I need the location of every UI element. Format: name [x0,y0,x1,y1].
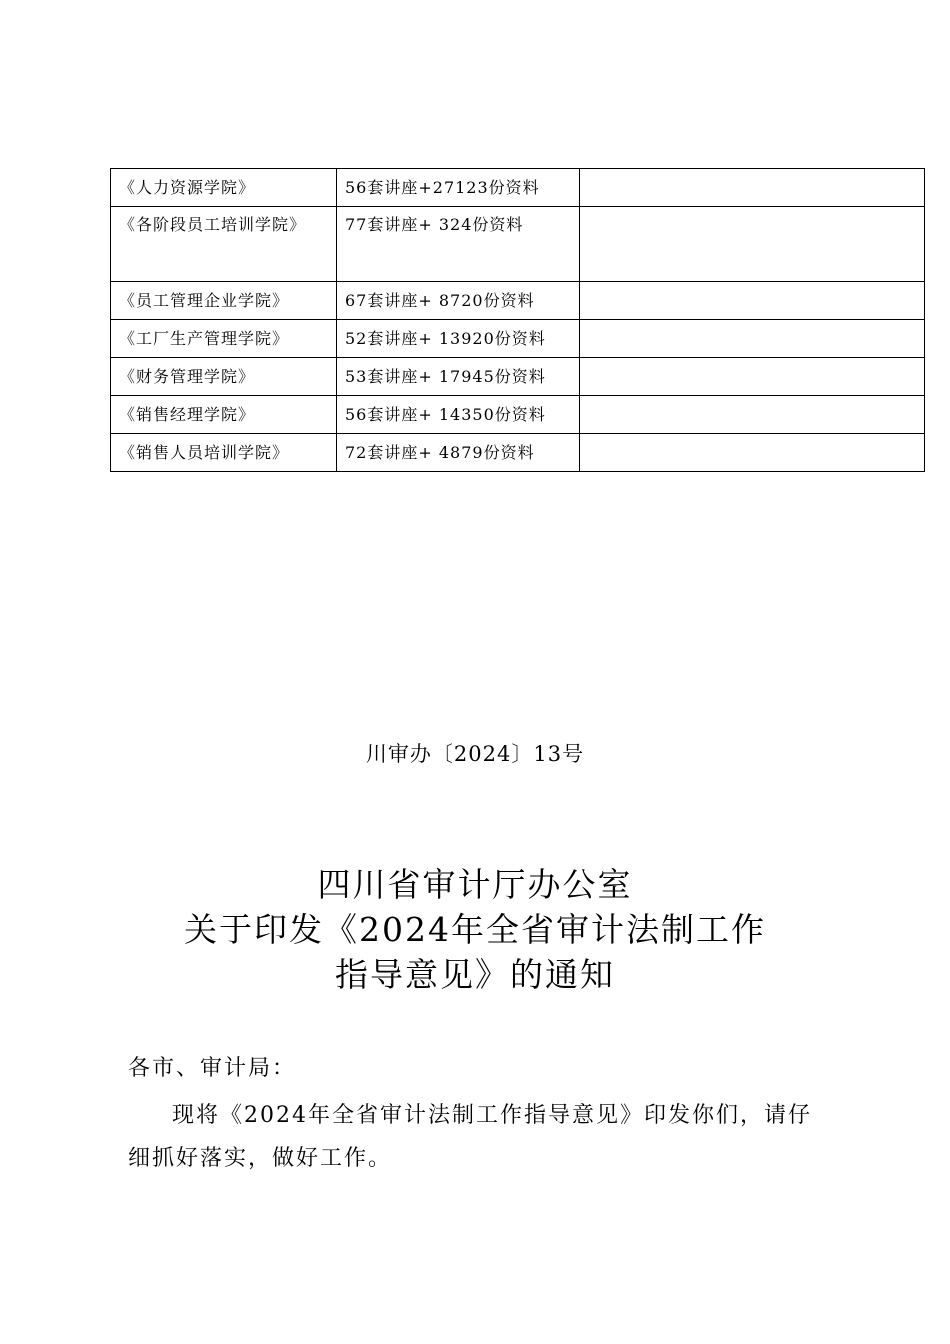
course-extra [580,282,925,320]
course-extra [580,169,925,207]
course-name: 《销售经理学院》 [111,396,337,434]
salutation: 各市、审计局： [128,1056,297,1081]
course-content: 53套讲座+ 17945份资料 [337,358,580,396]
course-content: 52套讲座+ 13920份资料 [337,320,580,358]
title-line: 关于印发《2024年全省审计法制工作 [184,910,766,949]
course-content: 56套讲座+27123份资料 [337,169,580,207]
table-row [111,358,925,396]
course-name: 《人力资源学院》 [111,169,337,207]
course-extra [580,434,925,472]
body-paragraph: 现将《2024年全省审计法制工作指导意见》印发你们，请仔细抓好落实，做好工作。 [128,1103,812,1171]
course-extra [580,396,925,434]
course-extra [580,320,925,358]
course-content: 67套讲座+ 8720份资料 [337,282,580,320]
course-content: 77套讲座+ 324份资料 [337,207,580,282]
course-name: 《员工管理企业学院》 [111,282,337,320]
table-row [111,320,925,358]
course-name-text: 《各阶段员工培训学院》 [119,215,307,234]
course-name: 《工厂生产管理学院》 [111,320,337,358]
course-name: 《财务管理学院》 [111,358,337,396]
resource-table [110,168,925,472]
course-name [111,207,337,282]
table-row [111,396,925,434]
course-content: 72套讲座+ 4879份资料 [337,434,580,472]
table-row [111,169,925,207]
title-line: 四川省审计厅办公室 [317,865,633,904]
document-title [0,862,950,997]
course-extra [580,358,925,396]
course-name: 《销售人员培训学院》 [111,434,337,472]
title-line: 指导意见》的通知 [335,955,615,994]
course-extra [580,207,925,282]
table-row [111,282,925,320]
course-content: 56套讲座+ 14350份资料 [337,396,580,434]
document-number: 川审办〔2024〕13号 [365,742,585,766]
table-row [111,434,925,472]
table-row [111,207,925,282]
